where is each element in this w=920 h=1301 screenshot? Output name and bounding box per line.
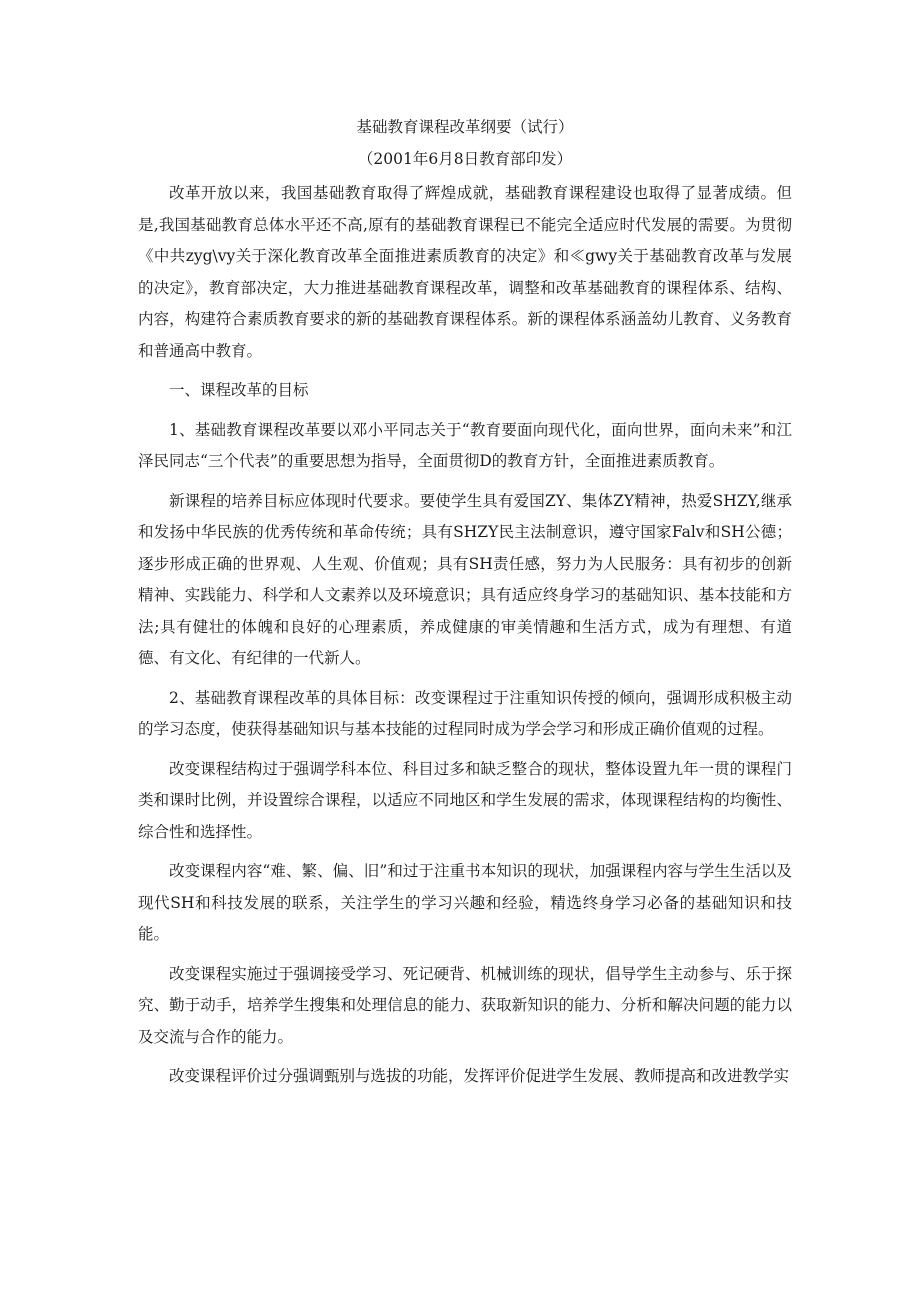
paragraph-curriculum-implementation: 改变课程实施过于强调接受学习、死记硬背、机械训练的现状，倡导学生主动参与、乐于探究、勤于动手，培养学生搜集和处理信息的能力、获取新知识的能力、分析和解决问题的能力以及交流与合作的能力。 — [138, 964, 792, 1046]
document-body — [138, 112, 792, 1101]
paragraph-curriculum-structure: 改变课程结构过于强调学科本位、科目过多和缺乏整合的现状，整体设置九年一贯的课程门类和课时比例，并设置综合课程，以适应不同地区和学生发展的需求，体现课程结构的均衡性、综合性和选择性。 — [138, 759, 792, 841]
paragraph-specific-goals: 2、基础教育课程改革的具体目标：改变课程过于注重知识传授的倾向，强调形成积极主动的学习态度，使获得基础知识与基本技能的过程同时成为学会学习和形成正确价值观的过程。 — [138, 688, 792, 738]
document-title: 基础教育课程改革纲要（试行） — [356, 118, 574, 136]
paragraph-guiding-ideology: 1、基础教育课程改革要以邓小平同志关于“教育要面向现代化，面向世界，面向未来”和江泽民同志“三个代表”的重要思想为指导，全面贯彻D的教育方针，全面推进素质教育。 — [138, 420, 792, 470]
document-subtitle: （2001年6月8日教育部印发） — [357, 149, 573, 168]
paragraph-training-goals: 新课程的培养目标应体现时代要求。要使学生具有爱国ZY、集体ZY精神，热爱SHZY,继承和发扬中华民族的优秀传统和革命传统；具有SHZY民主法制意识，遵守国家Falv和SH公德；逐步形成正确的世界观、人生观、价值观；具有SH责任感，努力为人民服务：具有初步的创新精神、实践能力、科学和人文素养以及环境意识；具有适应终身学习的基础知识、基本技能和方法;具有健壮的体魄和良好的心理素质，养成健康的审美情趣和生活方式，成为有理想、有道德、有文化、有纪律的一代新人。 — [138, 491, 792, 667]
paragraph-curriculum-content: 改变课程内容“难、繁、偏、旧”和过于注重书本知识的现状，加强课程内容与学生生活以及现代SH和科技发展的联系，关注学生的学习兴趣和经验，精选终身学习必备的基础知识和技能。 — [138, 862, 792, 943]
paragraph-curriculum-evaluation: 改变课程评价过分强调甄别与选拔的功能，发挥评价促进学生发展、教师提高和改进教学实 — [169, 1067, 790, 1085]
intro-paragraph: 改革开放以来，我国基础教育取得了辉煌成就，基础教育课程建设也取得了显著成绩。但是,我国基础教育总体水平还不高,原有的基础教育课程已不能完全适应时代发展的需要。为贯彻《中共zyg\vy关于深化教育改革全面推进素质教育的决定》和≪gwy关于基础教育改革与发展的决定》，教育部决定，大力推进基础教育课程改革，调整和改革基础教育的课程体系、结构、内容，构建符合素质教育要求的新的基础教育课程体系。新的课程体系涵盖幼儿教育、义务教育和普通高中教育。 — [138, 184, 792, 360]
section-heading-goals: 一、课程改革的目标 — [169, 381, 309, 399]
